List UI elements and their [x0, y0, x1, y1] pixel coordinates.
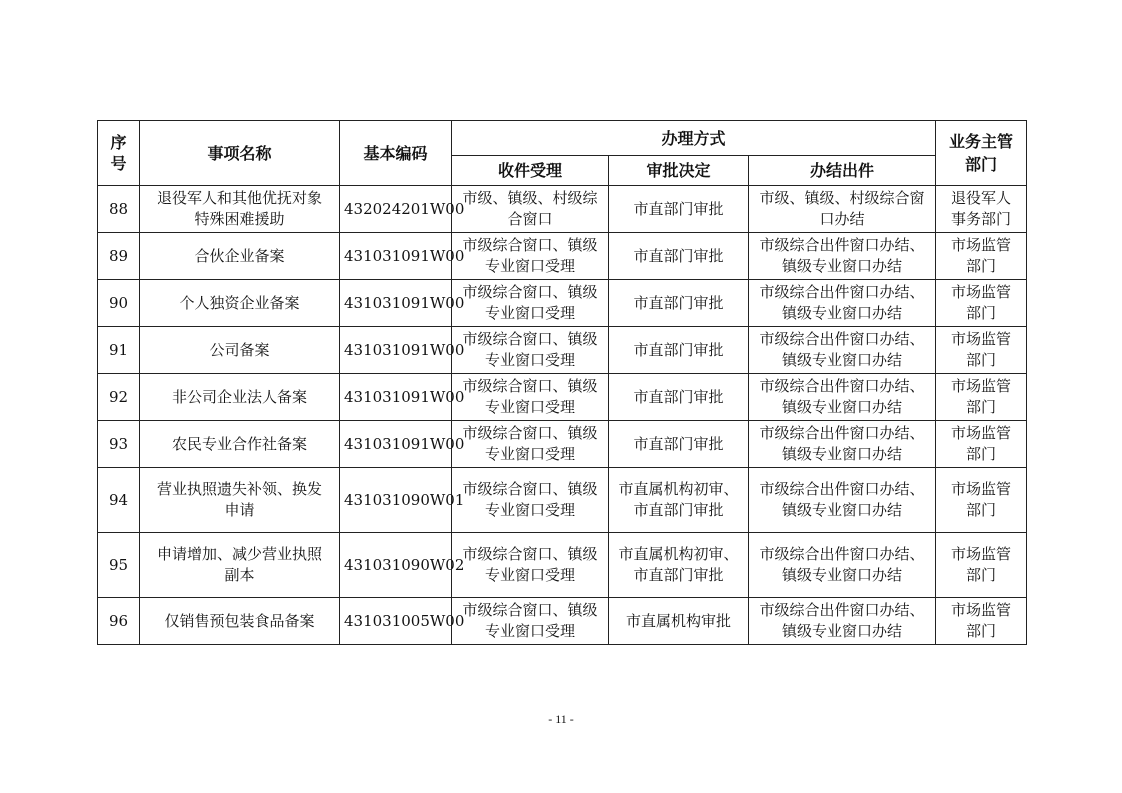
cell-code-text: 431031091W00: [344, 293, 465, 312]
cell-deliver: [749, 233, 936, 280]
cell-name: [140, 374, 340, 421]
cell-dept-text: 市场监管部门: [951, 283, 1012, 322]
cell-code: [340, 280, 465, 327]
cell-name-text: 申请增加、减少营业执照副本: [156, 545, 322, 584]
cell-dept: [936, 327, 1027, 374]
cell-approve-text: 市直属机构初审、市直部门审批: [618, 480, 739, 519]
header-name: 事项名称: [140, 121, 340, 186]
cell-dept: [936, 280, 1027, 327]
cell-code-text: 431031091W00: [344, 434, 465, 453]
cell-approve: [609, 598, 749, 645]
cell-deliver-text: 市级综合出件窗口办结、镇级专业窗口办结: [759, 283, 925, 322]
cell-approve-text: 市直属机构初审、市直部门审批: [618, 545, 739, 584]
cell-approve-text: 市直属机构审批: [625, 611, 731, 630]
cell-approve-text: 市直部门审批: [633, 340, 724, 359]
cell-approve: [609, 186, 749, 233]
cell-code-text: 431031091W00: [344, 387, 465, 406]
cell-dept: [936, 421, 1027, 468]
cell-dept-text: 市场监管部门: [951, 424, 1012, 463]
cell-deliver: [749, 374, 936, 421]
cell-receive: [452, 533, 609, 598]
cell-seq-text: 92: [108, 387, 129, 406]
cell-deliver-text: 市级综合出件窗口办结、镇级专业窗口办结: [759, 601, 925, 640]
cell-name-text: 非公司企业法人备案: [171, 387, 307, 406]
cell-receive-text: 市级、镇级、村级综合窗口: [462, 189, 598, 228]
cell-code: [340, 233, 465, 280]
cell-code: [340, 186, 465, 233]
cell-receive-text: 市级综合窗口、镇级专业窗口受理: [462, 283, 598, 322]
cell-approve-text: 市直部门审批: [633, 199, 724, 218]
cell-receive-text: 市级综合窗口、镇级专业窗口受理: [462, 601, 598, 640]
cell-deliver: [749, 533, 936, 598]
cell-approve-text: 市直部门审批: [633, 293, 724, 312]
header-seq-text: 序号: [110, 133, 127, 173]
cell-name: [140, 186, 340, 233]
cell-code: [340, 468, 465, 533]
cell-code-text: 431031091W00: [344, 340, 465, 359]
cell-seq-text: 93: [108, 434, 129, 453]
cell-receive: [452, 327, 609, 374]
cell-seq: [98, 233, 140, 280]
cell-approve-text: 市直部门审批: [633, 434, 724, 453]
cell-receive-text: 市级综合窗口、镇级专业窗口受理: [462, 480, 598, 519]
table-row: [98, 233, 1027, 280]
cell-deliver-text: 市级综合出件窗口办结、镇级专业窗口办结: [759, 424, 925, 463]
table-row: [98, 374, 1027, 421]
cell-seq-text: 94: [108, 490, 129, 509]
cell-dept-text: 市场监管部门: [951, 330, 1012, 369]
cell-dept: [936, 468, 1027, 533]
cell-seq: [98, 533, 140, 598]
cell-seq: [98, 280, 140, 327]
cell-deliver: [749, 327, 936, 374]
cell-receive-text: 市级综合窗口、镇级专业窗口受理: [462, 424, 598, 463]
header-deliver: 办结出件: [749, 156, 936, 186]
cell-name: [140, 327, 340, 374]
cell-code: [340, 327, 465, 374]
cell-name-text: 营业执照遗失补领、换发申请: [156, 480, 322, 519]
cell-code: [340, 533, 465, 598]
cell-dept: [936, 533, 1027, 598]
cell-code-text: 431031091W00: [344, 246, 465, 265]
cell-receive-text: 市级综合窗口、镇级专业窗口受理: [462, 545, 598, 584]
cell-name: [140, 233, 340, 280]
page-number: - 11 -: [548, 712, 574, 726]
cell-code-text: 431031090W01: [344, 490, 465, 509]
cell-approve: [609, 421, 749, 468]
cell-receive: [452, 374, 609, 421]
cell-name: [140, 468, 340, 533]
cell-approve-text: 市直部门审批: [633, 387, 724, 406]
header-dept-text: 业务主管部门: [949, 132, 1014, 174]
header-code: 基本编码: [340, 121, 452, 186]
cell-name-text: 农民专业合作社备案: [171, 434, 307, 453]
table-body: [98, 186, 1027, 645]
cell-receive: [452, 468, 609, 533]
header-approve: 审批决定: [609, 156, 749, 186]
cell-seq: [98, 327, 140, 374]
cell-name: [140, 421, 340, 468]
cell-approve-text: 市直部门审批: [633, 246, 724, 265]
items-table: [97, 120, 1027, 645]
cell-deliver: [749, 598, 936, 645]
cell-dept-text: 退役军人事务部门: [951, 189, 1012, 228]
cell-name-text: 退役军人和其他优抚对象特殊困难援助: [156, 189, 322, 228]
cell-approve: [609, 374, 749, 421]
cell-seq-text: 91: [108, 340, 129, 359]
cell-deliver-text: 市级综合出件窗口办结、镇级专业窗口办结: [759, 545, 925, 584]
table-row: [98, 186, 1027, 233]
cell-code: [340, 421, 465, 468]
cell-dept-text: 市场监管部门: [951, 236, 1012, 275]
cell-code: [340, 598, 465, 645]
table-row: [98, 468, 1027, 533]
cell-seq: [98, 598, 140, 645]
cell-deliver-text: 市级综合出件窗口办结、镇级专业窗口办结: [759, 236, 925, 275]
cell-name-text: 公司备案: [209, 340, 270, 359]
cell-code-text: 431031005W00: [344, 611, 465, 630]
cell-dept-text: 市场监管部门: [951, 601, 1012, 640]
header-dept: [936, 121, 1027, 186]
cell-receive: [452, 598, 609, 645]
cell-receive-text: 市级综合窗口、镇级专业窗口受理: [462, 236, 598, 275]
cell-seq: [98, 421, 140, 468]
cell-receive: [452, 280, 609, 327]
cell-approve: [609, 280, 749, 327]
cell-approve: [609, 233, 749, 280]
cell-name-text: 仅销售预包装食品备案: [164, 611, 315, 630]
cell-deliver-text: 市级综合出件窗口办结、镇级专业窗口办结: [759, 377, 925, 416]
cell-receive: [452, 233, 609, 280]
table-row: [98, 280, 1027, 327]
cell-dept: [936, 374, 1027, 421]
cell-name-text: 合伙企业备案: [194, 246, 285, 265]
cell-dept-text: 市场监管部门: [951, 377, 1012, 416]
cell-seq-text: 89: [108, 246, 129, 265]
table-row: [98, 327, 1027, 374]
header-seq: [98, 121, 140, 186]
cell-dept-text: 市场监管部门: [951, 545, 1012, 584]
cell-approve: [609, 468, 749, 533]
cell-seq-text: 95: [108, 555, 129, 574]
cell-receive: [452, 421, 609, 468]
table-row: [98, 598, 1027, 645]
cell-seq: [98, 468, 140, 533]
cell-deliver-text: 市级综合出件窗口办结、镇级专业窗口办结: [759, 480, 925, 519]
cell-receive-text: 市级综合窗口、镇级专业窗口受理: [462, 330, 598, 369]
cell-seq-text: 88: [108, 199, 129, 218]
cell-approve: [609, 533, 749, 598]
cell-dept-text: 市场监管部门: [951, 480, 1012, 519]
cell-receive: [452, 186, 609, 233]
cell-dept: [936, 186, 1027, 233]
header-method: 办理方式: [452, 121, 936, 156]
cell-code: [340, 374, 465, 421]
cell-seq: [98, 374, 140, 421]
cell-name: [140, 533, 340, 598]
cell-deliver-text: 市级综合出件窗口办结、镇级专业窗口办结: [759, 330, 925, 369]
cell-receive-text: 市级综合窗口、镇级专业窗口受理: [462, 377, 598, 416]
cell-code-text: 431031090W02: [344, 555, 465, 574]
cell-name-text: 个人独资企业备案: [179, 293, 300, 312]
cell-dept: [936, 598, 1027, 645]
cell-deliver: [749, 280, 936, 327]
cell-deliver: [749, 421, 936, 468]
cell-name: [140, 280, 340, 327]
cell-approve: [609, 327, 749, 374]
header-receive: 收件受理: [452, 156, 609, 186]
cell-seq-text: 96: [108, 611, 129, 630]
cell-code-text: 432024201W00: [344, 199, 465, 218]
table-row: [98, 533, 1027, 598]
cell-deliver: [749, 468, 936, 533]
cell-seq: [98, 186, 140, 233]
cell-dept: [936, 233, 1027, 280]
table-row: [98, 421, 1027, 468]
cell-seq-text: 90: [108, 293, 129, 312]
cell-deliver-text: 市级、镇级、村级综合窗口办结: [759, 189, 925, 228]
cell-deliver: [749, 186, 936, 233]
cell-name: [140, 598, 340, 645]
